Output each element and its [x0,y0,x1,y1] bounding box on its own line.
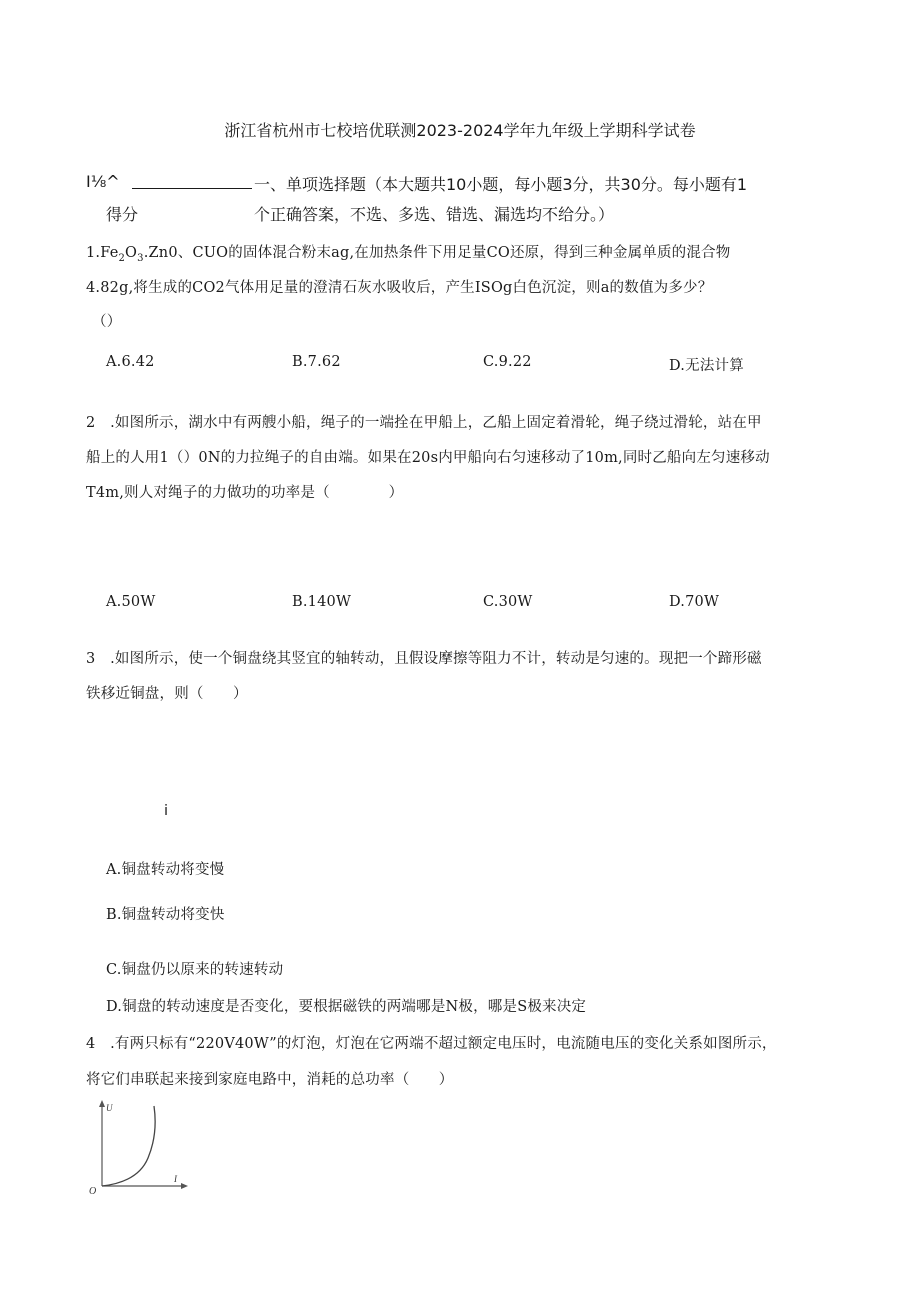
x-axis-label: I [174,1174,177,1184]
q2-option-d: D.70W [669,594,720,610]
section-heading-line1: 一、单项选择题（本大题共10小题，每小题3分，共30分。每小题有1 [254,175,748,194]
q1-text-line3: （） [92,314,122,330]
origin-label: O [89,1186,97,1197]
q3-option-a: A.铜盘转动将变慢 [106,862,225,878]
q3-text-line1: 3 .如图所示，使一个铜盘绕其竖宜的轴转动，且假设摩擦等阻力不计，转动是匀速的。现把一个蹄形磁 [86,651,762,667]
q2-option-a: A.50W [106,594,156,610]
score-blank-line [132,188,252,189]
ui-curve [102,1106,155,1186]
y-axis-arrow-icon [99,1100,105,1107]
section-heading-line2: 个正确答案，不选、多选、错选、漏选均不给分。） [254,205,615,224]
q2-text-line2: 船上的人用1（）0N的力拉绳子的自由端。如果在20s内甲船向右匀速移动了10m,同时乙船向左匀速移动 [86,450,770,466]
q4-text-line1: 4 .有两只标有“220V40W”的灯泡，灯泡在它两端不超过额定电压时，电流随电压的变化关系如图所示， [86,1036,777,1052]
q1-text-line2: 4.82g,将生成的CO2气体用足量的澄清石灰水吸收后，产生ISOg白色沉淀，则a的数值为多少？ [86,280,713,296]
q3-figure-mark: i [164,803,169,819]
q1-option-b: B.7.62 [292,354,341,370]
q2-text-line1: 2 .如图所示，湖水中有两艘小船，绳子的一端拴在甲船上，乙船上固定着滑轮，绳子绕过滑轮，站在甲 [86,415,762,431]
q4-ui-graph [86,1098,190,1198]
q1-option-a: A.6.42 [106,354,155,370]
q3-option-b: B.铜盘转动将变快 [106,907,225,923]
q3-option-d: D.铜盘的转动速度是否变化，要根据磁铁的两端哪是N极，哪是S极来决定 [106,999,587,1015]
x-axis-arrow-icon [181,1183,188,1189]
score-label: I⅛^ [86,172,120,191]
q3-text-line2: 铁移近铜盘，则（ ） [86,686,248,702]
q2-text-line3: T4m,则人对绳子的力做功的功率是（ ） [86,485,404,501]
q1-text-line1: $1.Fe_2O_3.Zn0$、CUO的固体混合粉末ag,在加热条件下用足量CO还原，得到三种金属单质的混合物 [86,245,731,264]
q4-text-line2: 将它们串联起来接到家庭电路中，消耗的总功率（ ） [86,1072,454,1088]
score-label-bottom: 得分 [106,205,139,224]
y-axis-label: U [106,1103,113,1113]
q3-option-c: C.铜盘仍以原来的转速转动 [106,962,284,978]
q1-option-c: C.9.22 [483,354,532,370]
page-title: 浙江省杭州市七校培优联测2023-2024学年九年级上学期科学试卷 [224,121,696,140]
q2-option-c: C.30W [483,594,533,610]
q1-option-d: D.无法计算 [669,358,744,374]
q2-option-b: B.140W [292,594,352,610]
